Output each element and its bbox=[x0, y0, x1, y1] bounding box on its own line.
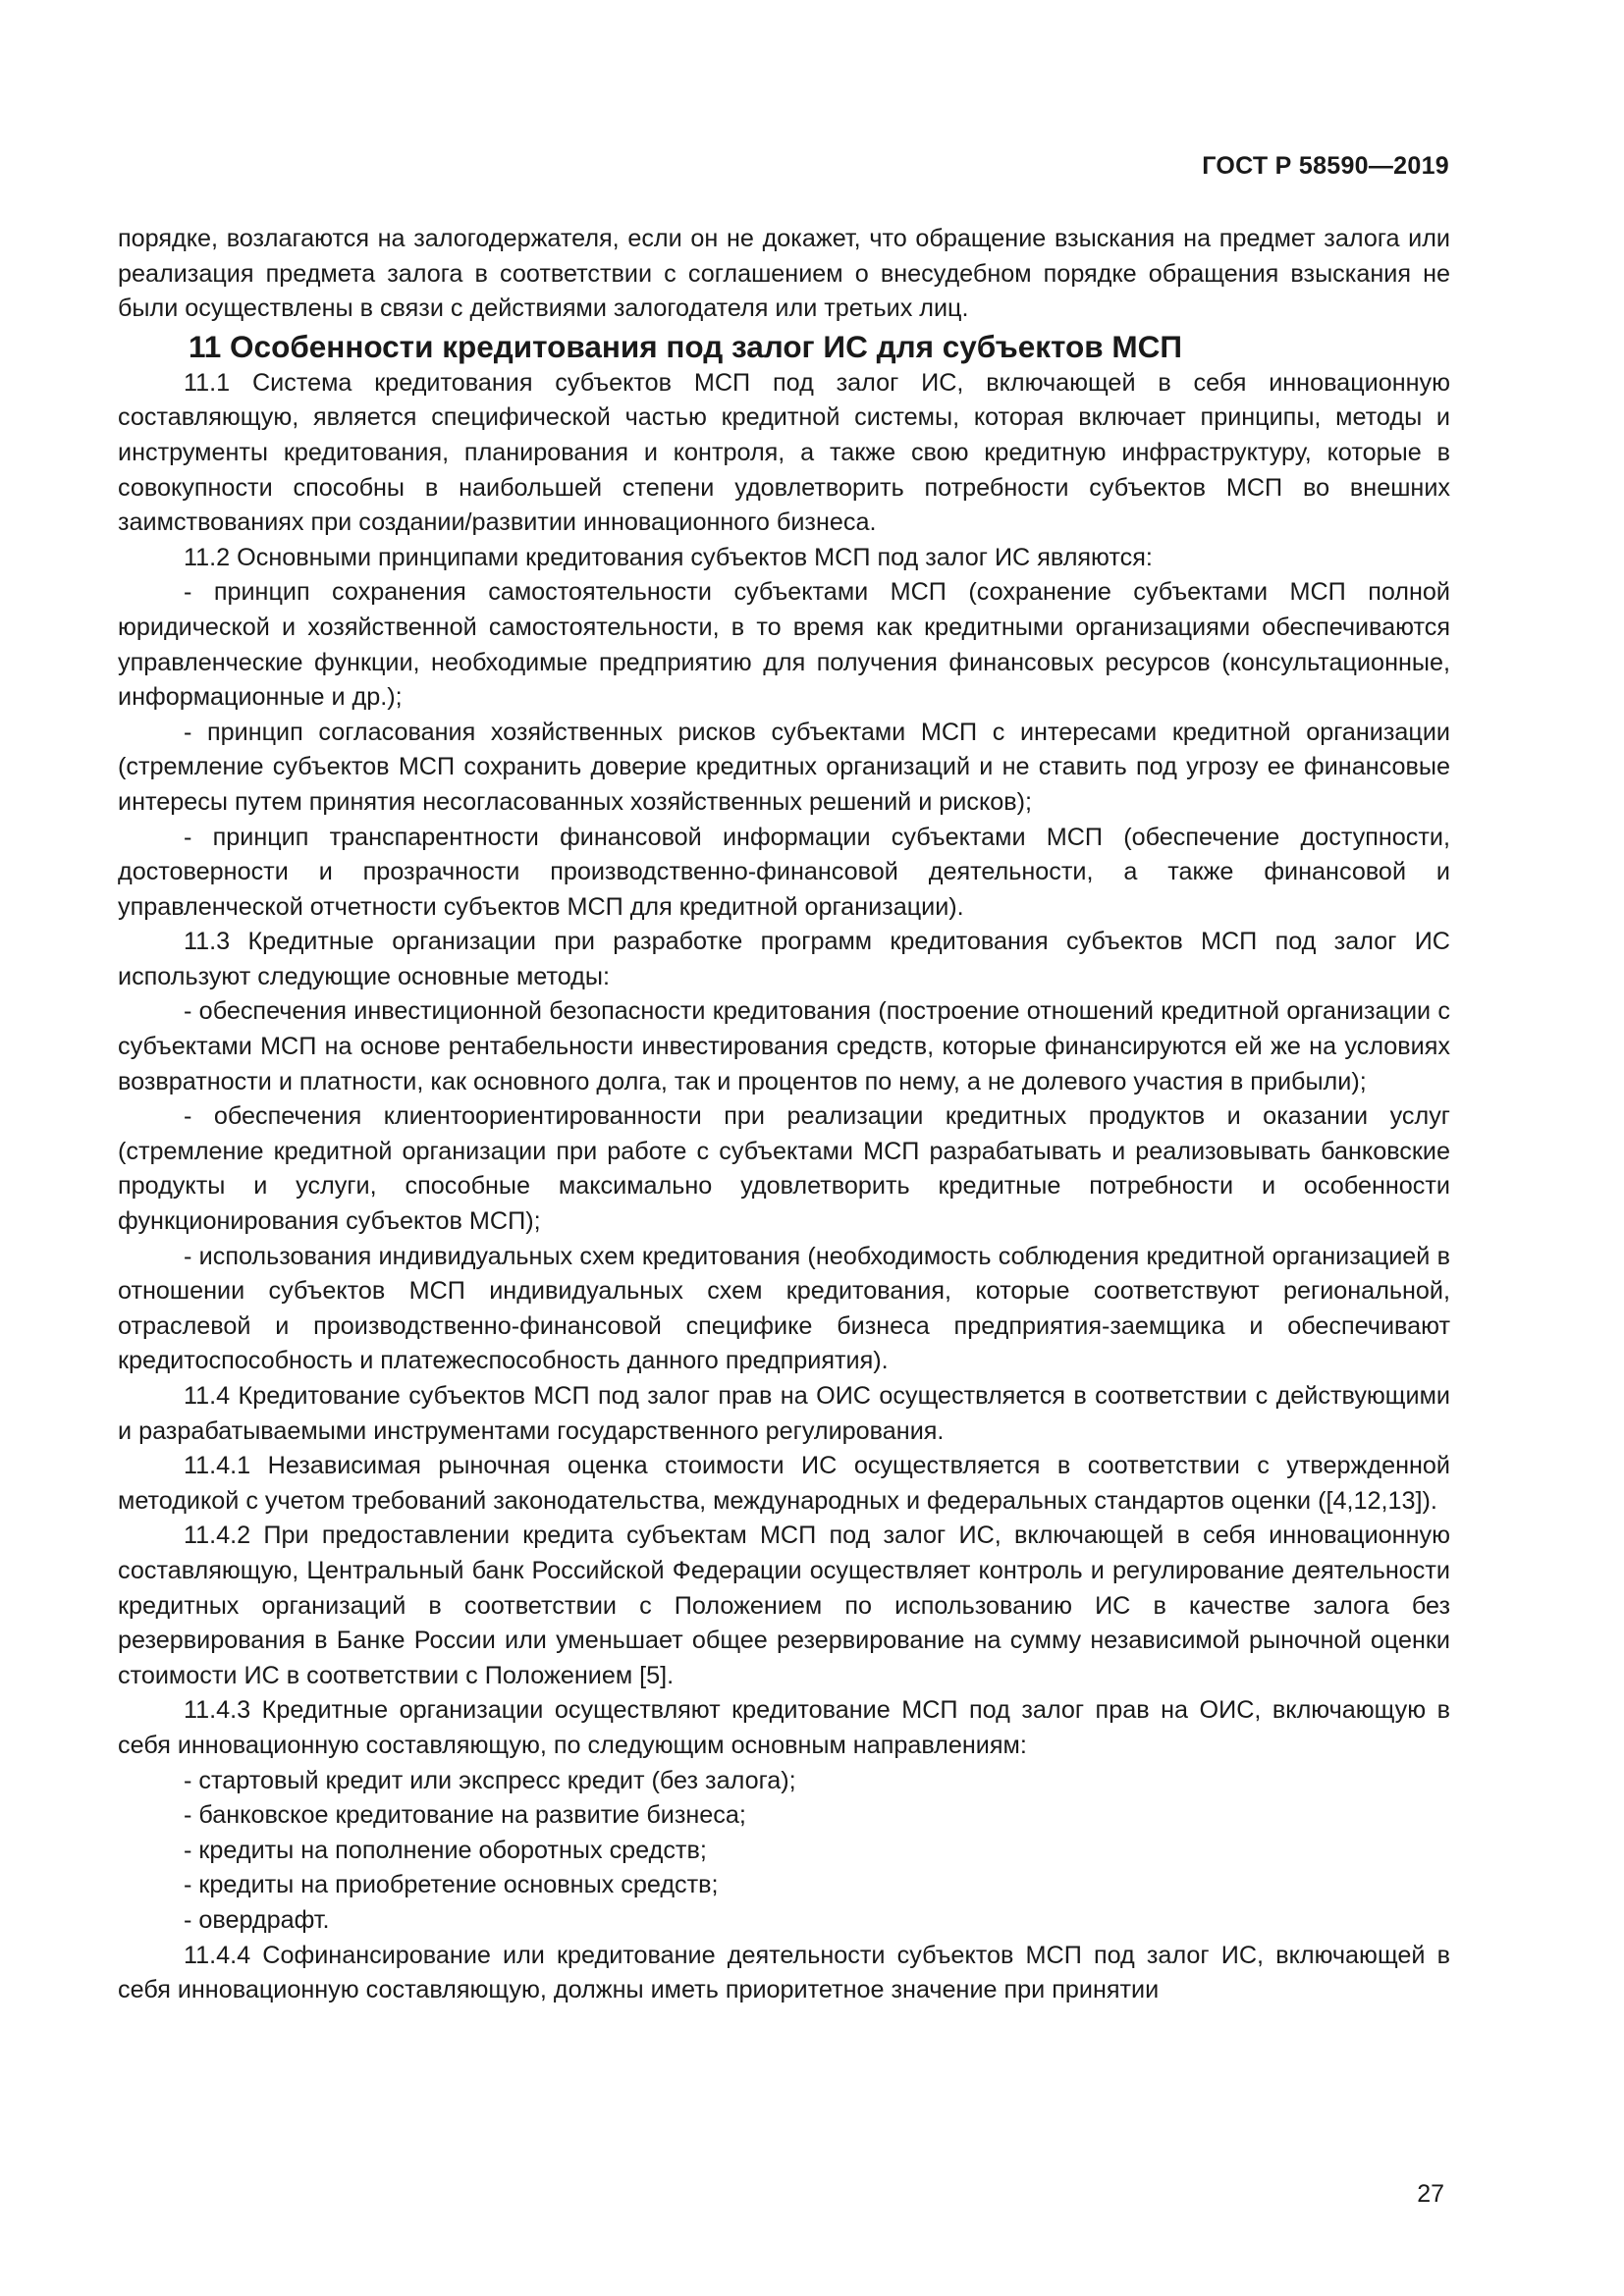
paragraph-11-3: 11.3 Кредитные организации при разработке программ кредитования субъектов МСП под залог ИС используют следующие основные методы: bbox=[118, 928, 1450, 990]
intro-paragraph: порядке, возлагаются на залогодержателя, если он не докажет, что обращение взыскания на предмет залога или реализация предмета залога в соответствии с соглашением о внесудебном порядке обращения взыскания не были осуществлены в связи с действиями залогодателя или третьих лиц. bbox=[118, 225, 1450, 323]
list-item-principle-transparency: - принцип транспарентности финансовой информации субъектами МСП (обеспечение доступности, достоверности и прозрачности производственно-финансовой деятельности, а также финансовой и управленческой отчетности субъектов МСП для кредитной организации). bbox=[118, 823, 1450, 921]
list-item-principle-independence: - принцип сохранения самостоятельности субъектами МСП (сохранение субъектами МСП полной юридической и хозяйственной самостоятельности, в то время как кредитными организациями обеспечиваются управленческие функции, необходимые предприятию для получения финансовых ресурсов (консультационные, информационные и др.); bbox=[118, 578, 1450, 712]
list-item-fixed-assets-credit: - кредиты на приобретение основных средств; bbox=[184, 1871, 719, 1899]
document-code-header: ГОСТ Р 58590—2019 bbox=[1202, 152, 1449, 180]
paragraph-11-4-4: 11.4.4 Софинансирование или кредитование деятельности субъектов МСП под залог ИС, включающей в себя инновационную составляющую, должны иметь приоритетное значение при принятии bbox=[118, 1941, 1450, 2004]
list-item-method-individual-schemes: - использования индивидуальных схем кредитования (необходимость соблюдения кредитной организацией в отношении субъектов МСП индивидуальных схем кредитования, которые соответствуют региональной, отраслевой и производственно-финансовой специфике бизнеса предприятия-заемщика и обеспечивают кредитоспособность и платежеспособность данного предприятия). bbox=[118, 1242, 1450, 1375]
list-item-startup-credit: - стартовый кредит или экспресс кредит (без залога); bbox=[184, 1766, 796, 1794]
list-item-business-development-credit: - банковское кредитование на развитие бизнеса; bbox=[184, 1801, 746, 1830]
paragraph-11-4: 11.4 Кредитование субъектов МСП под залог прав на ОИС осуществляется в соответствии с действующими и разрабатываемыми инструментами государственного регулирования. bbox=[118, 1382, 1450, 1445]
paragraph-11-4-1: 11.4.1 Независимая рыночная оценка стоимости ИС осуществляется в соответствии с утвержденной методикой с учетом требований законодательства, международных и федеральных стандартов оценки ([4,12,13]). bbox=[118, 1452, 1450, 1515]
list-item-working-capital-credit: - кредиты на пополнение оборотных средств; bbox=[184, 1836, 707, 1864]
list-item-method-investment-security: - обеспечения инвестиционной безопасности кредитования (построение отношений кредитной организации с субъектами МСП на основе рентабельности инвестирования средств, которые финансируются ей же на условиях возвратности и платности, как основного долга, так и процентов по нему, а не долевого участия в прибыли); bbox=[118, 997, 1450, 1095]
list-item-method-client-orientation: - обеспечения клиентоориентированности при реализации кредитных продуктов и оказании услуг (стремление кредитной организации при работе с субъектами МСП разрабатывать и реализовывать банковские продукты и услуги, способные максимально удовлетворить кредитные потребности и особенности функционирования субъектов МСП); bbox=[118, 1102, 1450, 1236]
page-number: 27 bbox=[1417, 2180, 1444, 2208]
list-item-principle-risk-coordination: - принцип согласования хозяйственных рисков субъектами МСП с интересами кредитной организации (стремление субъектов МСП сохранить доверие кредитных организаций и не ставить под угрозу ее финансовые интересы путем принятия несогласованных хозяйственных решений и рисков); bbox=[118, 718, 1450, 816]
paragraph-11-2: 11.2 Основными принципами кредитования субъектов МСП под залог ИС являются: bbox=[184, 543, 1153, 571]
paragraph-11-4-2: 11.4.2 При предоставлении кредита субъектам МСП под залог ИС, включающей в себя инновационную составляющую, Центральный банк Российской Федерации осуществляет контроль и регулирование деятельности кредитных организаций в соответствии с Положением по использованию ИС в качестве залога без резервирования в Банке России или уменьшает общее резервирование на сумму независимой рыночной оценки стоимости ИС в соответствии с Положением [5]. bbox=[118, 1522, 1450, 1689]
paragraph-11-4-3: 11.4.3 Кредитные организации осуществляют кредитование МСП под залог прав на ОИС, включающую в себя инновационную составляющую, по следующим основным направлениям: bbox=[118, 1696, 1450, 1759]
document-body bbox=[118, 222, 1450, 2008]
section-title: 11 Особенности кредитования под залог ИС для субъектов МСП bbox=[189, 328, 1183, 364]
paragraph-11-1: 11.1 Система кредитования субъектов МСП под залог ИС, включающей в себя инновационную составляющую, является специфической частью кредитной системы, которая включает принципы, методы и инструменты кредитования, планирования и контроля, а также свою кредитную инфраструктуру, которые в совокупности способны в наибольшей степени удовлетворить потребности субъектов МСП во внешних заимствованиях при создании/развитии инновационного бизнеса. bbox=[118, 368, 1450, 537]
list-item-overdraft: - овердрафт. bbox=[184, 1905, 330, 1934]
